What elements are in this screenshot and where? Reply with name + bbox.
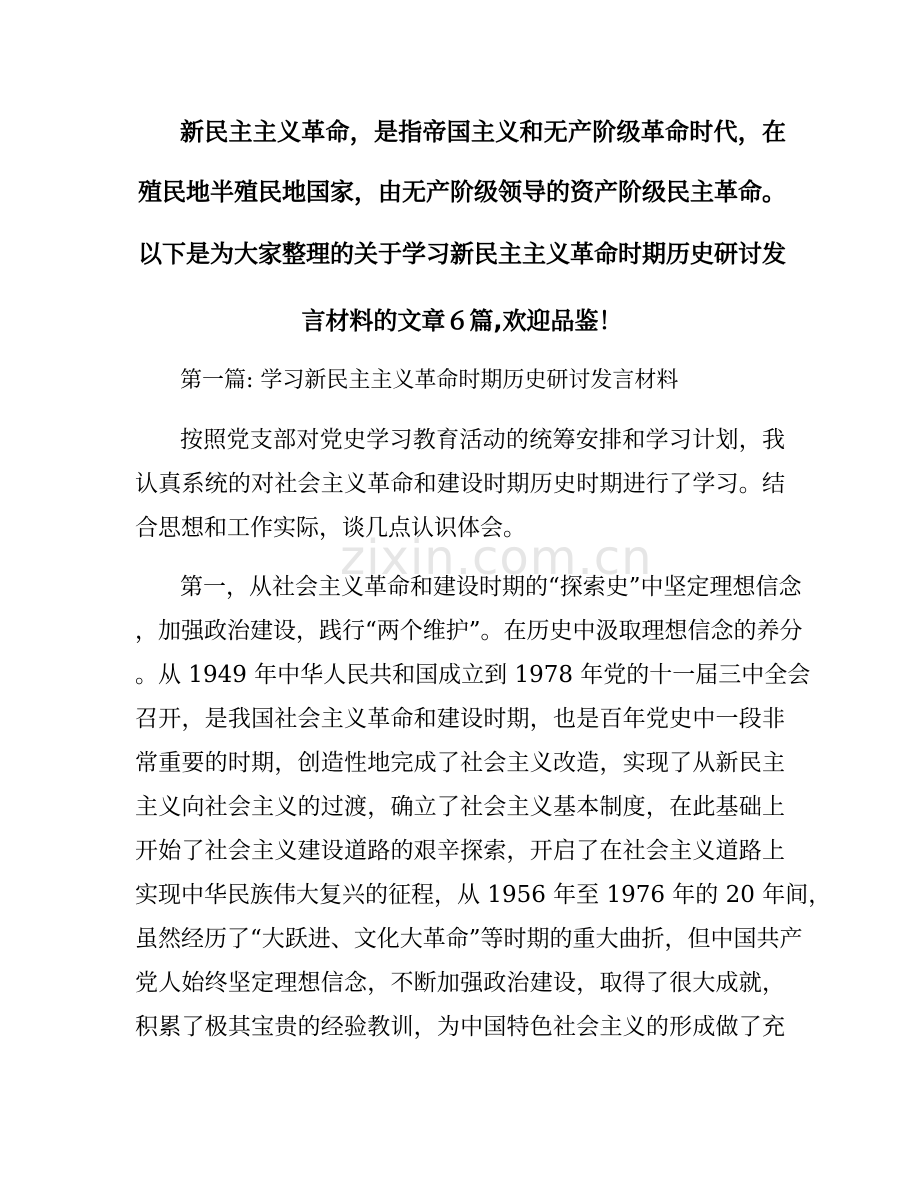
paragraph-line: 。从 1949 年中华人民共和国成立到 1978 年党的十一届三中全会 <box>135 662 811 688</box>
paragraph-line: 常重要的时期，创造性地完成了社会主义改造，实现了从新民主 <box>135 750 785 776</box>
paragraph-line: 积累了极其宝贵的经验教训，为中国特色社会主义的形成做了充 <box>135 1014 785 1040</box>
paragraph-line: 实现中华民族伟大复兴的征程，从 1956 年至 1976 年的 20 年间， <box>135 882 832 908</box>
paragraph-line: 第一，从社会主义革命和建设时期的“探索史”中坚定理想信念 <box>180 574 802 600</box>
section-heading: 第一篇: 学习新民主主义革命时期历史研讨发言材料 <box>180 368 679 393</box>
paragraph-line: 合思想和工作实际，谈几点认识体会。 <box>135 515 526 541</box>
paragraph-line: 虽然经历了“大跃进、文化大革命”等时期的重大曲折，但中国共产 <box>135 926 803 952</box>
watermark: zixin.com.cn <box>340 530 653 586</box>
paragraph-line: ，加强政治建设，践行“两个维护”。在历史中汲取理想信念的养分 <box>135 618 803 644</box>
paragraph-line: 认真系统的对社会主义革命和建设时期历史时期进行了学习。结 <box>135 471 785 497</box>
paragraph-line: 党人始终坚定理想信念，不断加强政治建设，取得了很大成就， <box>135 970 785 996</box>
intro-line: 言材料的文章６篇,欢迎品鉴！ <box>301 307 623 335</box>
paragraph-line: 开始了社会主义建设道路的艰辛探索，开启了在社会主义道路上 <box>135 838 785 864</box>
intro-line: 以下是为大家整理的关于学习新民主主义革命时期历史研讨发 <box>138 240 786 268</box>
paragraph-line: 召开，是我国社会主义革命和建设时期，也是百年党史中一段非 <box>135 706 785 732</box>
intro-line: 殖民地半殖民地国家，由无产阶级领导的资产阶级民主革命。 <box>138 178 786 206</box>
paragraph-line: 主义向社会主义的过渡，确立了社会主义基本制度，在此基础上 <box>135 794 785 820</box>
intro-line: 新民主主义革命，是指帝国主义和无产阶级革命时代，在 <box>180 118 786 146</box>
paragraph-line: 按照党支部对党史学习教育活动的统筹安排和学习计划，我 <box>180 427 785 453</box>
